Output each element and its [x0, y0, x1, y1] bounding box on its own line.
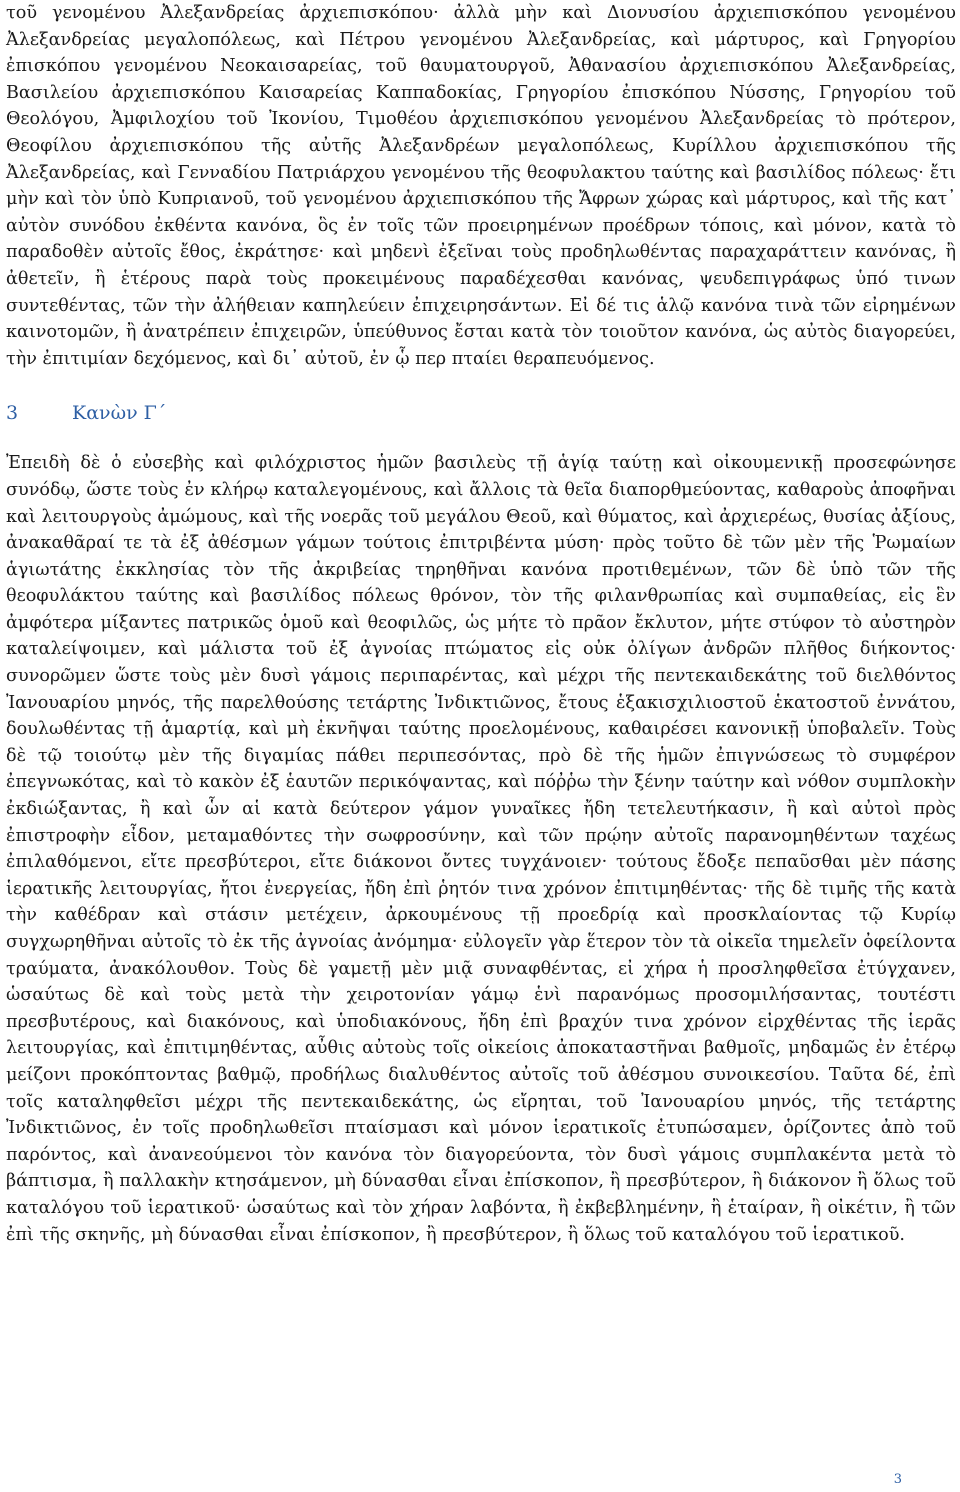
section-title: Κανὼν Γ´ — [72, 402, 167, 425]
document-page — [6, 0, 956, 1248]
section-heading — [6, 398, 956, 428]
canon-text-paragraph: Ἐπειδὴ δὲ ὁ εὐσεβὴς καὶ φιλόχριστος ἡμῶν βασιλεὺς τῇ ἁγίᾳ ταύτῃ καὶ οἰκουμενικῇ προσεφώνησε συνόδῳ, ὥστε τοὺς ἐν κλήρῳ καταλεγομένους, καὶ ἄλλοις τὰ θεῖα διαπορθμεύοντας, καθαροὺς ἀποφῆναι καὶ λειτουργοὺς ἀμώμους, καὶ τῆς νοερᾶς τοῦ μεγάλου Θεοῦ, καὶ θύματος, καὶ ἀρχιερέως, θυσίας ἀξίους, ἀνακαθᾶραί τε τὰ ἐξ ἀθέσμων γάμων τούτοις ἐπιτριβέντα μύση· πρὸς τοῦτο δὲ τῶν μὲν τῆς Ῥωμαίων ἁγιωτάτης ἐκκλησίας τὸν τῆς ἀκριβείας τηρηθῆναι κανόνα προτιθεμένων, τῶν δὲ ὑπὸ τῶν τῆς θεοφυλάκτου ταύτης καὶ βασιλίδος πόλεως θρόνον, τὸν τῆς φιλανθρωπίας καὶ συμπαθείας, εἰς ἓν ἀμφότερα μίξαντες πατρικῶς ὁμοῦ καὶ θεοφιλῶς, ὡς μήτε τὸ πρᾶον ἔκλυτον, μήτε στύφον τὸ αὐστηρὸν καταλείψοιμεν, καὶ μάλιστα τοῦ ἐξ ἀγνοίας πτώματος εἰς οὐκ ὀλίγων ἀνδρῶν πλῆθος διήκοντος· συνορῶμεν ὥστε τοὺς μὲν δυσὶ γάμοις περιπαρέντας, καὶ μέχρι τῆς πεντεκαιδεκάτης τοῦ διελθόντος Ἰανουαρίου μηνός, τῆς παρελθούσης τετάρτης Ἰνδικτιῶνος, ἔτους ἑξακισχιλιοστοῦ ἑκατοστοῦ ἐννάτου, δουλωθέντας τῇ ἁμαρτίᾳ, καὶ μὴ ἐκνῆψαι ταύτης προελομένους, καθαιρέσει κανονικῇ ὑποβαλεῖν. Τοὺς δὲ τῷ τοιούτῳ μὲν τῆς διγαμίας πάθει περιπεσόντας, πρὸ δὲ τῆς ἡμῶν ἐπιγνώσεως τὸ συμφέρον ἐπεγνωκότας, καὶ τὸ κακὸν ἐξ ἑαυτῶν περικόψαντας, καὶ πόῤῥω τὴν ξένην ταύτην καὶ νόθον συμπλοκὴν ἐκδιώξαντας, ἢ καὶ ὧν αἱ κατὰ δεύτερον γάμον γυναῖκες ἤδη τετελευτήκασιν, ἢ καὶ αὐτοὶ πρὸς ἐπιστροφὴν εἶδον, μεταμαθόντες τὴν σωφροσύνην, καὶ τῶν πρῴην αὐτοῖς παρανομηθέντων ταχέως ἐπιλαθόμενοι, εἴτε πρεσβύτεροι, εἴτε διάκονοι ὄντες τυγχάνοιεν· τούτους ἔδοξε πεπαῦσθαι μὲν πάσης ἱερατικῆς λειτουργίας, ἤτοι ἐνεργείας, ἤδη ἐπὶ ῥητόν τινα χρόνον ἐπιτιμηθέντας· τῆς δὲ τιμῆς τῆς κατὰ τὴν καθέδραν καὶ στάσιν μετέχειν, ἀρκουμένους τῇ προεδρίᾳ καὶ προσκλαίοντας τῷ Κυρίῳ συγχωρηθῆναι αὐτοῖς τὸ ἐκ τῆς ἀγνοίας ἀνόμημα· εὐλογεῖν γὰρ ἕτερον τὸν τὰ οἰκεῖα τημελεῖν ὀφείλοντα τραύματα, ἀνακόλουθον. Τοὺς δὲ γαμετῇ μὲν μιᾷ συναφθέντας, εἰ χήρα ἡ προσληφθεῖσα ἐτύγχανεν, ὡσαύτως δὲ καὶ τοὺς μετὰ τὴν χειροτονίαν γάμῳ ἑνὶ παρανόμως προσομιλήσαντας, τουτέστι πρεσβυτέρους, καὶ διακόνους, καὶ ὑποδιακόνους, ἤδη ἐπὶ βραχύν τινα χρόνον εἰρχθέντας τῆς ἱερᾶς λειτουργίας, καὶ ἐπιτιμηθέντας, αὖθις αὐτοὺς τοῖς οἰκείοις ἀποκαταστῆναι βαθμοῖς, μηδαμῶς ἐν ἑτέρῳ μείζονι προκόπτοντας βαθμῷ, προδήλως διαλυθέντος αὐτοῖς τοῦ ἀθέσμου συνοικεσίου. Ταῦτα δέ, ἐπὶ τοῖς καταληφθεῖσι μέχρι τῆς πεντεκαιδεκάτης, ὡς εἴρηται, τοῦ Ἰανουαρίου μηνός, τῆς τετάρτης Ἰνδικτιῶνος, ἐν τοῖς προδηλωθεῖσι πταίσμασι καὶ μόνον ἱερατικοῖς ἐτυπώσαμεν, ὁρίζοντες ἀπὸ τοῦ παρόντος, καὶ ἀνανεούμενοι τὸν κανόνα τὸν διαγορεύοντα, τὸν δυσὶ γάμοις συμπλακέντα μετὰ τὸ βάπτισμα, ἢ παλλακὴν κτησάμενον, μὴ δύνασθαι εἶναι ἐπίσκοπον, ἢ πρεσβύτερον, ἢ διάκονον ἢ ὅλως τοῦ καταλόγου τοῦ ἱερατικοῦ· ὡσαύτως καὶ τὸν χήραν λαβόντα, ἢ ἐκβεβλημένην, ἢ ἑταίραν, ἢ οἰκέτιν, ἢ τῶν ἐπὶ τῆς σκηνῆς, μὴ δύνασθαι εἶναι ἐπίσκοπον, ἢ πρεσβύτερον, ἢ ὅλως τοῦ καταλόγου τοῦ ἱερατικοῦ. — [6, 453, 956, 1245]
section-number: 3 — [6, 402, 19, 425]
page-number: 3 — [893, 1472, 902, 1487]
paragraph-continued: τοῦ γενομένου Ἀλεξανδρείας ἀρχιεπισκόπου· ἀλλὰ μὴν καὶ Διονυσίου ἀρχιεπισκόπου γενομένου Ἀλεξανδρείας μεγαλοπόλεως, καὶ Πέτρου γενομένου Ἀλεξανδρείας, καὶ μάρτυρος, καὶ Γρηγορίου ἐπισκόπου γενομένου Νεοκαισαρείας, τοῦ θαυματουργοῦ, Ἀθανασίου ἀρχιεπισκόπου Ἀλεξανδρείας, Βασιλείου ἀρχιεπισκόπου Καισαρείας Καππαδοκίας, Γρηγορίου ἐπισκόπου Νύσσης, Γρηγορίου τοῦ Θεολόγου, Ἀμφιλοχίου τοῦ Ἰκονίου, Τιμοθέου ἀρχιεπισκόπου γενομένου Ἀλεξανδρείας τὸ πρότερον, Θεοφίλου ἀρχιεπισκόπου τῆς αὐτῆς Ἀλεξανδρέων μεγαλοπόλεως, Κυρίλλου ἀρχιεπισκόπου τῆς Ἀλεξανδρείας, καὶ Γενναδίου Πατριάρχου γενομένου τῆς θεοφυλακτου ταύτης καὶ βασιλίδος πόλεως· ἔτι μὴν καὶ τὸν ὑπὸ Κυπριανοῦ, τοῦ γενομένου ἀρχιεπισκόπου τῆς Ἄφρων χώρας καὶ μάρτυρος, καὶ τῆς κατ᾿ αὐτὸν συνόδου ἐκθέντα κανόνα, ὃς ἐν τοῖς τῶν προειρημένων προέδρων τόποις, καὶ μόνον, κατὰ τὸ παραδοθὲν αὐτοῖς ἔθος, ἐκράτησε· καὶ μηδενὶ ἐξεῖναι τοὺς προδηλωθέντας παραχαράττειν κανόνας, ἢ ἀθετεῖν, ἢ ἑτέρους παρὰ τοὺς προκειμένους παραδέχεσθαι κανόνας, ψευδεπιγράφως ὑπό τινων συντεθέντας, τῶν τὴν ἀλήθειαν καπηλεύειν ἐπιχειρησάντων. Εἰ δέ τις ἁλῷ κανόνα τινὰ τῶν εἰρημένων καινοτομῶν, ἢ ἀνατρέπειν ἐπιχειρῶν, ὑπεύθυνος ἔσται κατὰ τὸν τοιοῦτον κανόνα, ὡς αὐτὸς διαγορεύει, τὴν ἐπιτιμίαν δεχόμενος, καὶ δι᾿ αὐτοῦ, ἐν ᾧ περ πταίει θεραπευόμενος. — [6, 3, 956, 369]
